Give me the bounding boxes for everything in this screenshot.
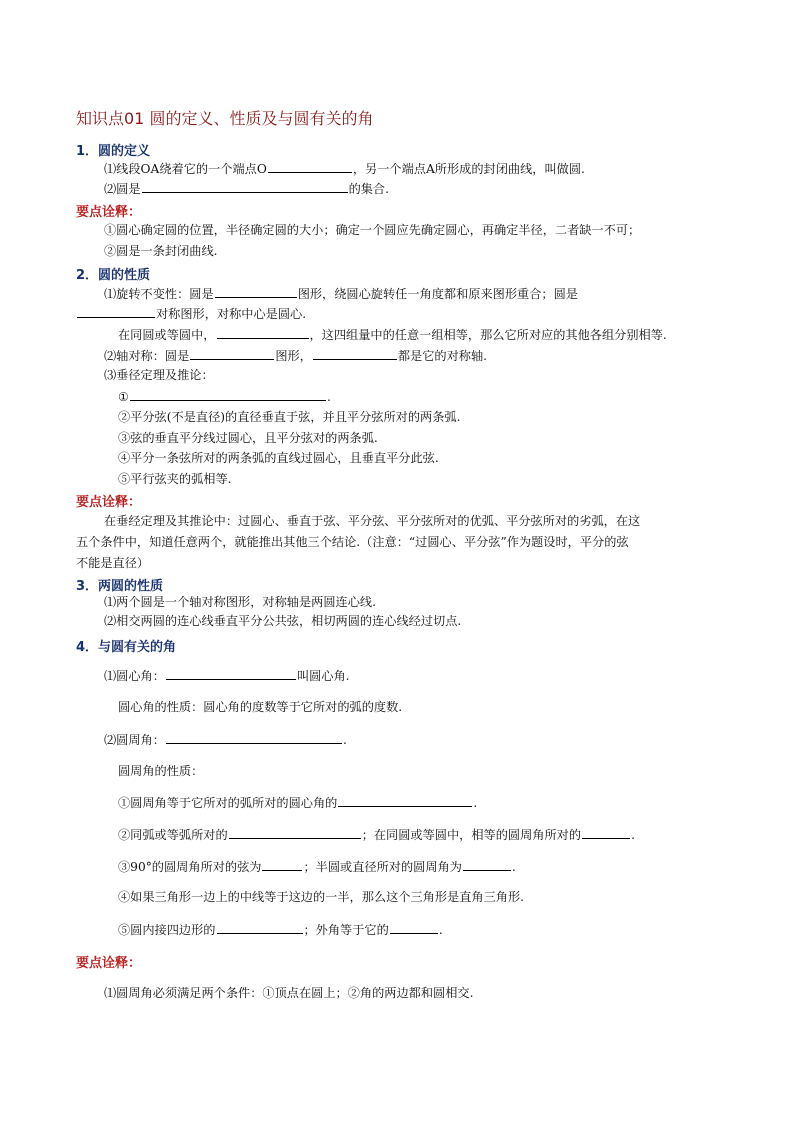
text: ⑴旋转不变性：圆是 bbox=[104, 287, 214, 301]
fill-blank[interactable] bbox=[390, 921, 438, 934]
s2-item-1 bbox=[118, 388, 331, 405]
note-1-line-1: ①圆心确定圆的位置，半径确定圆的大小；确定一个圆应先确定圆心，再确定半径，二者缺一不可； bbox=[104, 223, 641, 237]
note-1-line-2: ②圆是一条封闭曲线. bbox=[104, 244, 218, 258]
fill-blank[interactable] bbox=[217, 326, 309, 339]
fill-blank[interactable] bbox=[166, 731, 342, 744]
text: ②同弧或等弧所对的 bbox=[118, 828, 228, 842]
s2-line-1 bbox=[104, 285, 578, 302]
s4-prop-2 bbox=[118, 826, 635, 843]
text: ⑴线段OA绕着它的一个端点O bbox=[104, 162, 267, 176]
s4-line-3 bbox=[104, 731, 347, 748]
s2-item-3: ③弦的垂直平分线过圆心，且平分弦对的两条弧. bbox=[118, 431, 378, 445]
text: ，这四组量中的任意一组相等，那么它所对应的其他各组分别相等. bbox=[309, 328, 667, 342]
text: ③90°的圆周角所对的弦为 bbox=[118, 860, 262, 874]
note-2-line-3: 不能是直径） bbox=[76, 556, 150, 570]
note-3-label: 要点诠释： bbox=[76, 956, 142, 971]
text: ①圆周角等于它所对的弧所对的圆心角的 bbox=[118, 796, 338, 810]
fill-blank[interactable] bbox=[166, 667, 296, 680]
note-2-line-1: 在垂经定理及其推论中：过圆心、垂直于弦、平分弦、平分弦所对的优弧、平分弦所对的劣弧，在这 bbox=[104, 514, 641, 528]
s4-prop-3 bbox=[118, 858, 516, 875]
fill-blank[interactable] bbox=[582, 826, 630, 839]
s2-line-5: ⑶垂径定理及推论： bbox=[104, 368, 214, 382]
s4-prop-1 bbox=[118, 794, 477, 811]
text: . bbox=[511, 860, 516, 874]
fill-blank[interactable] bbox=[130, 388, 326, 401]
section-2-heading: 2．圆的性质 bbox=[76, 268, 151, 283]
s2-line-2 bbox=[76, 305, 306, 322]
text: . bbox=[326, 390, 331, 404]
text: ；外角等于它的 bbox=[303, 923, 389, 937]
s4-line-2: 圆心角的性质：圆心角的度数等于它所对的弧的度数. bbox=[118, 700, 403, 714]
s2-item-4: ④平分一条弦所对的两条弧的直线过圆心，且垂直平分此弦. bbox=[118, 451, 439, 465]
section-1-heading: 1．圆的定义 bbox=[76, 144, 151, 159]
text: ⑵轴对称：圆是 bbox=[104, 349, 190, 363]
s1-line-2 bbox=[104, 180, 389, 197]
fill-blank[interactable] bbox=[215, 285, 297, 298]
text: 叫圆心角. bbox=[296, 669, 350, 683]
s4-line-1 bbox=[104, 667, 350, 684]
note-1-label: 要点诠释： bbox=[76, 205, 142, 220]
text: 图形， bbox=[275, 349, 312, 363]
text: 图形，绕圆心旋转任一角度都和原来图形重合；圆是 bbox=[297, 287, 578, 301]
text: 都是它的对称轴. bbox=[397, 349, 488, 363]
text: . bbox=[438, 923, 443, 937]
section-4-heading: 4．与圆有关的角 bbox=[76, 640, 177, 655]
text: ；半圆或直径所对的圆周角为 bbox=[303, 860, 462, 874]
note-3-line-1: ⑴圆周角必须满足两个条件：①顶点在圆上；②角的两边都和圆相交. bbox=[104, 986, 474, 1000]
fill-blank[interactable] bbox=[262, 858, 302, 871]
fill-blank[interactable] bbox=[190, 347, 274, 360]
s2-line-4 bbox=[104, 347, 487, 364]
text: ① bbox=[118, 390, 129, 404]
s3-line-1: ⑴两个圆是一个轴对称图形，对称轴是两圆连心线. bbox=[104, 595, 376, 609]
text: ⑴圆心角： bbox=[104, 669, 165, 683]
text: . bbox=[473, 796, 478, 810]
text: ，另一个端点A所形成的封闭曲线，叫做圆. bbox=[352, 162, 585, 176]
text: 在同圆或等圆中， bbox=[118, 328, 216, 342]
s2-item-5: ⑤平行弦夹的弧相等. bbox=[118, 472, 232, 486]
s4-prop-4: ④如果三角形一边上的中线等于这边的一半，那么这个三角形是直角三角形. bbox=[118, 890, 525, 904]
s2-line-3 bbox=[118, 326, 667, 343]
fill-blank[interactable] bbox=[268, 160, 352, 173]
section-3-heading: 3．两圆的性质 bbox=[76, 579, 164, 594]
fill-blank[interactable] bbox=[229, 826, 361, 839]
fill-blank[interactable] bbox=[142, 180, 348, 193]
text: ⑵圆周角： bbox=[104, 733, 165, 747]
text: . bbox=[342, 733, 347, 747]
fill-blank[interactable] bbox=[338, 794, 472, 807]
note-2-line-2: 五个条件中，知道任意两个，就能推出其他三个结论.（注意：“过圆心、平分弦”作为题设时，平分的弦 bbox=[76, 535, 629, 549]
fill-blank[interactable] bbox=[217, 921, 303, 934]
fill-blank[interactable] bbox=[463, 858, 511, 871]
text: ；在同圆或等圆中，相等的圆周角所对的 bbox=[361, 828, 582, 842]
text: 对称图形，对称中心是圆心. bbox=[156, 307, 307, 321]
s4-prop-5 bbox=[118, 921, 443, 938]
page-title: 知识点01 圆的定义、性质及与圆有关的角 bbox=[76, 109, 374, 128]
text: ⑤圆内接四边形的 bbox=[118, 923, 216, 937]
note-2-label: 要点诠释： bbox=[76, 495, 142, 510]
fill-blank[interactable] bbox=[313, 347, 397, 360]
text: 的集合. bbox=[348, 182, 389, 196]
s4-line-4: 圆周角的性质： bbox=[118, 764, 204, 778]
text: ⑵圆是 bbox=[104, 182, 141, 196]
s3-line-2: ⑵相交两圆的连心线垂直平分公共弦，相切两圆的连心线经过切点. bbox=[104, 614, 462, 628]
s1-line-1 bbox=[104, 160, 585, 177]
fill-blank[interactable] bbox=[77, 305, 155, 318]
text: . bbox=[631, 828, 635, 842]
s2-item-2: ②平分弦(不是直径)的直径垂直于弦，并且平分弦所对的两条弧. bbox=[118, 410, 461, 424]
